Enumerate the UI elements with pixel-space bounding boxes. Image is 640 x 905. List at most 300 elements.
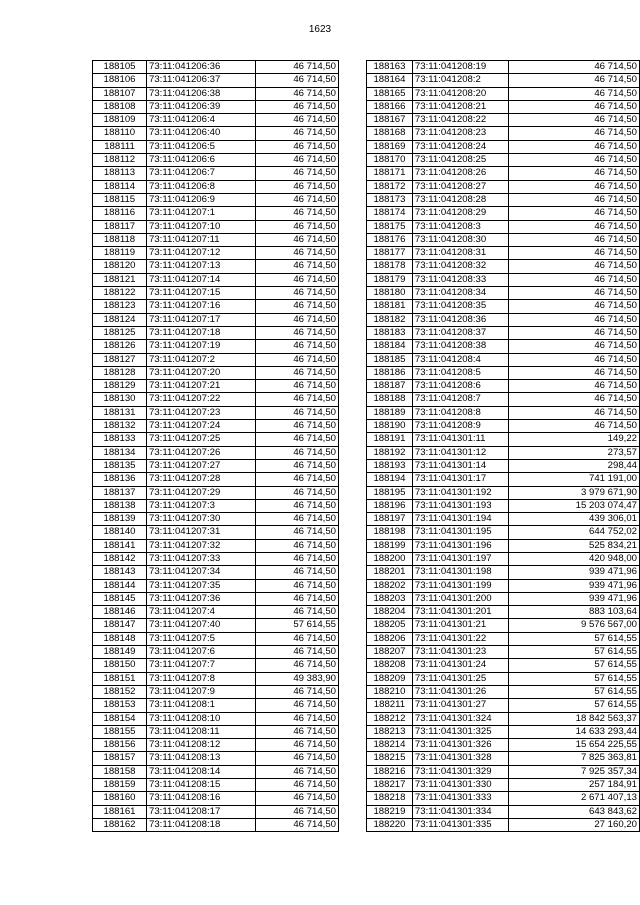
cadastral-number-cell: 73:11:041206:39 xyxy=(147,100,256,113)
cadastral-number-cell: 73:11:041207:32 xyxy=(147,539,256,552)
table-row xyxy=(367,632,640,645)
row-number-cell: 188131 xyxy=(93,406,147,419)
value-cell: 46 714,50 xyxy=(256,87,339,100)
value-cell: 273,57 xyxy=(508,446,639,459)
row-number-cell: 188187 xyxy=(367,380,413,393)
cadastral-number-cell: 73:11:041208:30 xyxy=(412,233,508,246)
cadastral-number-cell: 73:11:041301:14 xyxy=(412,459,508,472)
value-cell: 298,44 xyxy=(508,459,639,472)
value-cell: 46 714,50 xyxy=(508,233,639,246)
row-number-cell: 188201 xyxy=(367,566,413,579)
value-cell: 3 979 671,90 xyxy=(508,486,639,499)
cadastral-number-cell: 73:11:041206:8 xyxy=(147,180,256,193)
row-number-cell: 188153 xyxy=(93,699,147,712)
cadastral-number-cell: 73:11:041301:12 xyxy=(412,446,508,459)
value-cell: 46 714,50 xyxy=(256,805,339,818)
row-number-cell: 188151 xyxy=(93,672,147,685)
table-row xyxy=(93,446,339,459)
table-row xyxy=(93,579,339,592)
row-number-cell: 188186 xyxy=(367,366,413,379)
row-number-cell: 188214 xyxy=(367,739,413,752)
row-number-cell: 188142 xyxy=(93,552,147,565)
table-row xyxy=(367,739,640,752)
value-cell: 46 714,50 xyxy=(256,353,339,366)
table-row xyxy=(367,433,640,446)
value-cell: 46 714,50 xyxy=(256,180,339,193)
table-row xyxy=(367,473,640,486)
value-cell: 46 714,50 xyxy=(256,420,339,433)
table-row xyxy=(367,233,640,246)
cadastral-number-cell: 73:11:041207:23 xyxy=(147,406,256,419)
value-cell: 46 714,50 xyxy=(256,127,339,140)
row-number-cell: 188197 xyxy=(367,513,413,526)
value-cell: 46 714,50 xyxy=(508,353,639,366)
row-number-cell: 188161 xyxy=(93,805,147,818)
value-cell: 46 714,50 xyxy=(256,779,339,792)
value-cell: 46 714,50 xyxy=(256,114,339,127)
cadastral-number-cell: 73:11:041207:13 xyxy=(147,260,256,273)
value-cell: 46 714,50 xyxy=(256,433,339,446)
row-number-cell: 188109 xyxy=(93,114,147,127)
cadastral-number-cell: 73:11:041207:22 xyxy=(147,393,256,406)
value-cell: 46 714,50 xyxy=(508,340,639,353)
cadastral-number-cell: 73:11:041208:24 xyxy=(412,140,508,153)
table-row xyxy=(367,287,640,300)
value-cell: 57 614,55 xyxy=(508,646,639,659)
value-cell: 46 714,50 xyxy=(256,380,339,393)
table-row xyxy=(367,247,640,260)
value-cell: 46 714,50 xyxy=(508,380,639,393)
cadastral-number-cell: 73:11:041207:27 xyxy=(147,459,256,472)
row-number-cell: 188146 xyxy=(93,606,147,619)
value-cell: 46 714,50 xyxy=(256,685,339,698)
cadastral-number-cell: 73:11:041208:9 xyxy=(412,420,508,433)
row-number-cell: 188114 xyxy=(93,180,147,193)
row-number-cell: 188122 xyxy=(93,287,147,300)
value-cell: 420 948,00 xyxy=(508,552,639,565)
cadastral-number-cell: 73:11:041208:8 xyxy=(412,406,508,419)
row-number-cell: 188175 xyxy=(367,220,413,233)
cadastral-number-cell: 73:11:041207:20 xyxy=(147,366,256,379)
value-cell: 46 714,50 xyxy=(508,87,639,100)
cadastral-number-cell: 73:11:041208:11 xyxy=(147,725,256,738)
cadastral-number-cell: 73:11:041208:12 xyxy=(147,739,256,752)
row-number-cell: 188166 xyxy=(367,100,413,113)
row-number-cell: 188141 xyxy=(93,539,147,552)
table-row xyxy=(367,499,640,512)
table-row xyxy=(367,420,640,433)
row-number-cell: 188169 xyxy=(367,140,413,153)
value-cell: 57 614,55 xyxy=(508,632,639,645)
cadastral-number-cell: 73:11:041207:29 xyxy=(147,486,256,499)
table-row xyxy=(367,792,640,805)
row-number-cell: 188205 xyxy=(367,619,413,632)
table-row xyxy=(367,513,640,526)
cadastral-number-cell: 73:11:041208:26 xyxy=(412,167,508,180)
value-cell: 741 191,00 xyxy=(508,473,639,486)
cadastral-number-cell: 73:11:041207:11 xyxy=(147,233,256,246)
cadastral-number-cell: 73:11:041301:21 xyxy=(412,619,508,632)
value-cell: 46 714,50 xyxy=(508,100,639,113)
cadastral-number-cell: 73:11:041206:7 xyxy=(147,167,256,180)
value-cell: 46 714,50 xyxy=(256,74,339,87)
row-number-cell: 188163 xyxy=(367,61,413,74)
table-row xyxy=(93,87,339,100)
table-row xyxy=(367,805,640,818)
table-row xyxy=(367,207,640,220)
value-cell: 46 714,50 xyxy=(508,140,639,153)
cadastral-number-cell: 73:11:041207:33 xyxy=(147,552,256,565)
cadastral-number-cell: 73:11:041301:194 xyxy=(412,513,508,526)
table-row xyxy=(93,353,339,366)
row-number-cell: 188174 xyxy=(367,207,413,220)
row-number-cell: 188185 xyxy=(367,353,413,366)
row-number-cell: 188192 xyxy=(367,446,413,459)
value-cell: 46 714,50 xyxy=(256,659,339,672)
row-number-cell: 188193 xyxy=(367,459,413,472)
table-row xyxy=(93,685,339,698)
cadastral-number-cell: 73:11:041208:2 xyxy=(412,74,508,87)
cadastral-number-cell: 73:11:041208:14 xyxy=(147,765,256,778)
table-row xyxy=(367,765,640,778)
value-cell: 46 714,50 xyxy=(256,393,339,406)
row-number-cell: 188132 xyxy=(93,420,147,433)
value-cell: 57 614,55 xyxy=(508,685,639,698)
value-cell: 7 825 363,81 xyxy=(508,752,639,765)
value-cell: 46 714,50 xyxy=(256,220,339,233)
row-number-cell: 188108 xyxy=(93,100,147,113)
table-row xyxy=(93,393,339,406)
row-number-cell: 188213 xyxy=(367,725,413,738)
cadastral-number-cell: 73:11:041207:5 xyxy=(147,632,256,645)
row-number-cell: 188118 xyxy=(93,233,147,246)
table-row xyxy=(93,818,339,831)
cadastral-number-cell: 73:11:041208:22 xyxy=(412,114,508,127)
table-row xyxy=(367,486,640,499)
cadastral-number-cell: 73:11:041207:21 xyxy=(147,380,256,393)
cadastral-number-cell: 73:11:041207:12 xyxy=(147,247,256,260)
table-row xyxy=(367,699,640,712)
cadastral-number-cell: 73:11:041207:24 xyxy=(147,420,256,433)
row-number-cell: 188126 xyxy=(93,340,147,353)
table-row xyxy=(93,406,339,419)
table-row xyxy=(93,473,339,486)
value-cell: 49 383,90 xyxy=(256,672,339,685)
row-number-cell: 188212 xyxy=(367,712,413,725)
cadastral-number-cell: 73:11:041207:14 xyxy=(147,273,256,286)
row-number-cell: 188181 xyxy=(367,300,413,313)
table-row xyxy=(93,725,339,738)
row-number-cell: 188139 xyxy=(93,513,147,526)
row-number-cell: 188117 xyxy=(93,220,147,233)
value-cell: 644 752,02 xyxy=(508,526,639,539)
cadastral-number-cell: 73:11:041206:36 xyxy=(147,61,256,74)
row-number-cell: 188209 xyxy=(367,672,413,685)
value-cell: 27 160,20 xyxy=(508,818,639,831)
cadastral-number-cell: 73:11:041301:193 xyxy=(412,499,508,512)
table-row xyxy=(93,287,339,300)
cadastral-number-cell: 73:11:041301:329 xyxy=(412,765,508,778)
table-row xyxy=(367,606,640,619)
value-cell: 46 714,50 xyxy=(256,473,339,486)
row-number-cell: 188138 xyxy=(93,499,147,512)
row-number-cell: 188218 xyxy=(367,792,413,805)
row-number-cell: 188211 xyxy=(367,699,413,712)
table-row xyxy=(93,220,339,233)
row-number-cell: 188145 xyxy=(93,592,147,605)
table-row xyxy=(93,61,339,74)
table-row xyxy=(367,579,640,592)
cadastral-number-cell: 73:11:041301:199 xyxy=(412,579,508,592)
row-number-cell: 188168 xyxy=(367,127,413,140)
row-number-cell: 188177 xyxy=(367,247,413,260)
value-cell: 46 714,50 xyxy=(508,220,639,233)
row-number-cell: 188154 xyxy=(93,712,147,725)
row-number-cell: 188116 xyxy=(93,207,147,220)
value-cell: 46 714,50 xyxy=(256,61,339,74)
cadastral-number-cell: 73:11:041207:26 xyxy=(147,446,256,459)
row-number-cell: 188199 xyxy=(367,539,413,552)
value-cell: 46 714,50 xyxy=(508,326,639,339)
value-cell: 939 471,96 xyxy=(508,579,639,592)
value-cell: 46 714,50 xyxy=(508,167,639,180)
row-number-cell: 188106 xyxy=(93,74,147,87)
value-cell: 46 714,50 xyxy=(256,499,339,512)
cadastral-number-cell: 73:11:041207:17 xyxy=(147,313,256,326)
cadastral-number-cell: 73:11:041301:24 xyxy=(412,659,508,672)
table-row xyxy=(367,220,640,233)
table-row xyxy=(367,619,640,632)
value-cell: 46 714,50 xyxy=(256,313,339,326)
table-row xyxy=(93,646,339,659)
table-row xyxy=(93,606,339,619)
cadastral-number-cell: 73:11:041208:7 xyxy=(412,393,508,406)
register-table-right xyxy=(366,60,640,832)
row-number-cell: 188112 xyxy=(93,154,147,167)
row-number-cell: 188158 xyxy=(93,765,147,778)
value-cell: 46 714,50 xyxy=(256,300,339,313)
cadastral-number-cell: 73:11:041207:25 xyxy=(147,433,256,446)
value-cell: 46 714,50 xyxy=(508,273,639,286)
table-row xyxy=(93,486,339,499)
table-row xyxy=(367,61,640,74)
value-cell: 46 714,50 xyxy=(508,180,639,193)
value-cell: 46 714,50 xyxy=(508,127,639,140)
cadastral-number-cell: 73:11:041207:35 xyxy=(147,579,256,592)
table-row xyxy=(93,180,339,193)
value-cell: 46 714,50 xyxy=(508,287,639,300)
table-row xyxy=(93,659,339,672)
value-cell: 46 714,50 xyxy=(256,167,339,180)
cadastral-number-cell: 73:11:041206:5 xyxy=(147,140,256,153)
cadastral-number-cell: 73:11:041301:324 xyxy=(412,712,508,725)
cadastral-number-cell: 73:11:041207:36 xyxy=(147,592,256,605)
row-number-cell: 188148 xyxy=(93,632,147,645)
cadastral-number-cell: 73:11:041301:197 xyxy=(412,552,508,565)
table-row xyxy=(367,353,640,366)
value-cell: 46 714,50 xyxy=(256,566,339,579)
row-number-cell: 188167 xyxy=(367,114,413,127)
row-number-cell: 188203 xyxy=(367,592,413,605)
table-row xyxy=(93,420,339,433)
row-number-cell: 188184 xyxy=(367,340,413,353)
table-row xyxy=(367,140,640,153)
table-row xyxy=(367,725,640,738)
table-row xyxy=(367,260,640,273)
cadastral-number-cell: 73:11:041301:325 xyxy=(412,725,508,738)
cadastral-number-cell: 73:11:041207:19 xyxy=(147,340,256,353)
table-row xyxy=(367,340,640,353)
value-cell: 46 714,50 xyxy=(256,792,339,805)
table-row xyxy=(367,167,640,180)
cadastral-number-cell: 73:11:041208:19 xyxy=(412,61,508,74)
value-cell: 46 714,50 xyxy=(256,739,339,752)
cadastral-number-cell: 73:11:041206:37 xyxy=(147,74,256,87)
value-cell: 46 714,50 xyxy=(508,193,639,206)
table-row xyxy=(367,566,640,579)
table-row xyxy=(93,779,339,792)
table-row xyxy=(93,499,339,512)
table-row xyxy=(93,100,339,113)
value-cell: 46 714,50 xyxy=(256,247,339,260)
table-row xyxy=(93,247,339,260)
value-cell: 46 714,50 xyxy=(256,539,339,552)
table-row xyxy=(367,100,640,113)
table-row xyxy=(93,619,339,632)
table-row xyxy=(367,685,640,698)
row-number-cell: 188173 xyxy=(367,193,413,206)
value-cell: 46 714,50 xyxy=(256,366,339,379)
value-cell: 57 614,55 xyxy=(508,699,639,712)
cadastral-number-cell: 73:11:041301:27 xyxy=(412,699,508,712)
cadastral-number-cell: 73:11:041208:18 xyxy=(147,818,256,831)
cadastral-number-cell: 73:11:041207:2 xyxy=(147,353,256,366)
table-row xyxy=(93,792,339,805)
value-cell: 9 576 567,00 xyxy=(508,619,639,632)
row-number-cell: 188206 xyxy=(367,632,413,645)
value-cell: 14 633 293,44 xyxy=(508,725,639,738)
value-cell: 46 714,50 xyxy=(256,207,339,220)
table-row xyxy=(93,273,339,286)
cadastral-number-cell: 73:11:041301:201 xyxy=(412,606,508,619)
table-row xyxy=(93,260,339,273)
cadastral-number-cell: 73:11:041207:10 xyxy=(147,220,256,233)
row-number-cell: 188183 xyxy=(367,326,413,339)
cadastral-number-cell: 73:11:041301:326 xyxy=(412,739,508,752)
cadastral-number-cell: 73:11:041208:15 xyxy=(147,779,256,792)
cadastral-number-cell: 73:11:041207:28 xyxy=(147,473,256,486)
cadastral-number-cell: 73:11:041301:328 xyxy=(412,752,508,765)
row-number-cell: 188149 xyxy=(93,646,147,659)
cadastral-number-cell: 73:11:041207:6 xyxy=(147,646,256,659)
value-cell: 46 714,50 xyxy=(256,326,339,339)
value-cell: 939 471,96 xyxy=(508,592,639,605)
row-number-cell: 188210 xyxy=(367,685,413,698)
cadastral-number-cell: 73:11:041208:28 xyxy=(412,193,508,206)
table-row xyxy=(93,366,339,379)
cadastral-number-cell: 73:11:041301:25 xyxy=(412,672,508,685)
cadastral-number-cell: 73:11:041301:335 xyxy=(412,818,508,831)
row-number-cell: 188147 xyxy=(93,619,147,632)
cadastral-number-cell: 73:11:041301:330 xyxy=(412,779,508,792)
value-cell: 46 714,50 xyxy=(256,287,339,300)
table-row xyxy=(367,366,640,379)
table-row xyxy=(367,313,640,326)
cadastral-number-cell: 73:11:041208:20 xyxy=(412,87,508,100)
value-cell: 46 714,50 xyxy=(508,74,639,87)
value-cell: 57 614,55 xyxy=(256,619,339,632)
table-row xyxy=(93,114,339,127)
row-number-cell: 188195 xyxy=(367,486,413,499)
value-cell: 46 714,50 xyxy=(508,300,639,313)
row-number-cell: 188113 xyxy=(93,167,147,180)
cadastral-number-cell: 73:11:041207:9 xyxy=(147,685,256,698)
row-number-cell: 188171 xyxy=(367,167,413,180)
row-number-cell: 188129 xyxy=(93,380,147,393)
table-row xyxy=(93,193,339,206)
row-number-cell: 188157 xyxy=(93,752,147,765)
value-cell: 149,22 xyxy=(508,433,639,446)
page-number: 1623 xyxy=(308,24,332,35)
table-row xyxy=(93,326,339,339)
cadastral-number-cell: 73:11:041301:23 xyxy=(412,646,508,659)
row-number-cell: 188121 xyxy=(93,273,147,286)
row-number-cell: 188152 xyxy=(93,685,147,698)
cadastral-number-cell: 73:11:041208:31 xyxy=(412,247,508,260)
row-number-cell: 188196 xyxy=(367,499,413,512)
value-cell: 46 714,50 xyxy=(508,207,639,220)
value-cell: 15 654 225,55 xyxy=(508,739,639,752)
table-row xyxy=(367,446,640,459)
table-row xyxy=(367,114,640,127)
table-row xyxy=(367,592,640,605)
cadastral-number-cell: 73:11:041208:1 xyxy=(147,699,256,712)
row-number-cell: 188105 xyxy=(93,61,147,74)
value-cell: 46 714,50 xyxy=(508,61,639,74)
table-row xyxy=(367,672,640,685)
table-row xyxy=(367,712,640,725)
row-number-cell: 188134 xyxy=(93,446,147,459)
table-row xyxy=(367,459,640,472)
table-row xyxy=(93,340,339,353)
row-number-cell: 188162 xyxy=(93,818,147,831)
table-row xyxy=(367,87,640,100)
row-number-cell: 188144 xyxy=(93,579,147,592)
register-table-right-body xyxy=(367,61,640,832)
row-number-cell: 188124 xyxy=(93,313,147,326)
cadastral-number-cell: 73:11:041207:1 xyxy=(147,207,256,220)
row-number-cell: 188170 xyxy=(367,154,413,167)
cadastral-number-cell: 73:11:041301:26 xyxy=(412,685,508,698)
value-cell: 439 306,01 xyxy=(508,513,639,526)
row-number-cell: 188176 xyxy=(367,233,413,246)
table-row xyxy=(367,193,640,206)
value-cell: 46 714,50 xyxy=(256,260,339,273)
value-cell: 46 714,50 xyxy=(256,406,339,419)
value-cell: 2 671 407,13 xyxy=(508,792,639,805)
table-row xyxy=(367,752,640,765)
cadastral-number-cell: 73:11:041301:11 xyxy=(412,433,508,446)
table-row xyxy=(93,632,339,645)
value-cell: 46 714,50 xyxy=(256,526,339,539)
cadastral-number-cell: 73:11:041208:36 xyxy=(412,313,508,326)
row-number-cell: 188216 xyxy=(367,765,413,778)
value-cell: 57 614,55 xyxy=(508,672,639,685)
value-cell: 46 714,50 xyxy=(256,459,339,472)
table-row xyxy=(367,646,640,659)
row-number-cell: 188119 xyxy=(93,247,147,260)
value-cell: 46 714,50 xyxy=(256,446,339,459)
